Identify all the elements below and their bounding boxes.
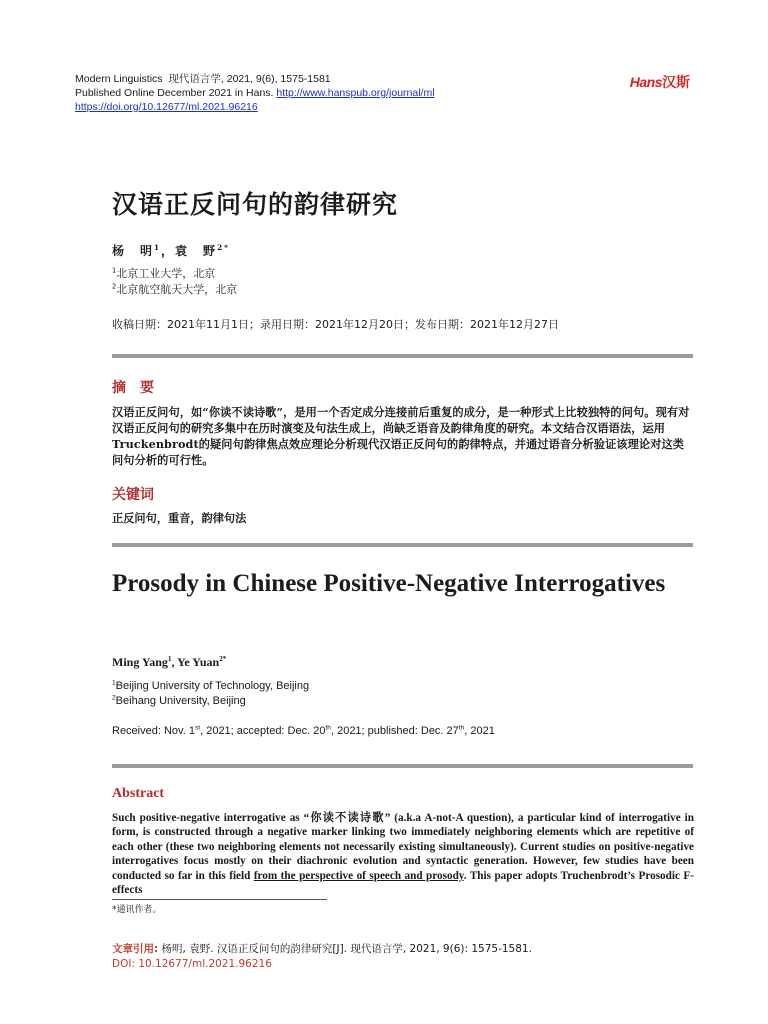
received-sup: st (194, 724, 201, 732)
en-abstract-part-1: Such positive-negative interrogative as “你读不读诗歌” (a.k.a A-not-A question), a particular kind of interrogative in form, is constructed through a negative marker linking two immediately neighboring elements which are repetitive of each other (these two neighboring elements not necessarily existing simultaneously). Current studies on positive-negative interrogatives focus mostly on their diachronic evolution and syntactic generation. However, few studies have been conducted so far in this field (112, 812, 694, 882)
cn-author-2-sup: 2* (217, 243, 230, 252)
cn-affiliation-1 (112, 266, 237, 282)
cn-keywords-text: 正反问句，重音，韵律句法 (112, 511, 247, 525)
cn-author-sep: ， (161, 244, 176, 258)
en-affiliations (112, 679, 309, 709)
en-affiliation-2 (112, 694, 309, 709)
en-affil-2-text: Beihang University, Beijing (115, 695, 246, 707)
divider-2 (112, 543, 693, 547)
cn-affiliation-2 (112, 282, 237, 298)
en-dates (112, 725, 495, 737)
cn-author-2: 袁 野 (175, 244, 218, 258)
cn-affil-2-sup: 2 (112, 282, 117, 291)
en-affil-2-sup: 2 (112, 694, 116, 702)
cn-affil-1-text: 北京工业大学，北京 (116, 267, 216, 280)
en-abstract-underlined: from the perspective of speech and prosody (253, 869, 464, 882)
en-abstract-heading: Abstract (112, 786, 165, 801)
published-line (75, 86, 435, 100)
en-author-sep: , (171, 655, 178, 669)
citation-label: 文章引用: (112, 943, 159, 955)
year-end-text: , 2021 (464, 725, 495, 737)
cn-author-1-sup: 1 (154, 243, 162, 252)
footnote-divider (112, 899, 327, 900)
citation-block (112, 942, 532, 972)
en-author-1-sup: 1 (167, 655, 172, 663)
cn-author-1: 杨 明 (112, 244, 155, 258)
journal-url-link[interactable]: http://www.hanspub.org/journal/ml (276, 87, 435, 99)
journal-cn-ref: 现代语言学, 2021, 9(6), 1575-1581 (168, 73, 331, 85)
hans-logo[interactable] (630, 72, 690, 92)
divider-1 (112, 354, 693, 358)
published-text: Published Online December 2021 in Hans. (75, 87, 274, 99)
doi-line (75, 100, 435, 114)
en-author-2: Ye Yuan (177, 655, 220, 669)
cn-keywords-heading: 关键词 (112, 487, 154, 503)
journal-name: Modern Linguistics (75, 73, 163, 85)
cn-affil-1-sup: 1 (112, 266, 117, 275)
en-affil-1-text: Beijing University of Technology, Beijing (115, 680, 310, 692)
cn-title: 汉语正反问句的韵律研究 (112, 190, 399, 219)
citation-text: 杨明, 袁野. 汉语正反问句的韵律研究[J]. 现代语言学, 2021, 9(6): 1575-1581. (158, 943, 532, 955)
en-author-1: Ming Yang (112, 655, 168, 669)
en-affiliation-1 (112, 679, 309, 694)
accepted-text: , 2021; accepted: Dec. 20 (200, 725, 326, 737)
en-abstract-part-2: . This paper adopts Truchenbrodt’s Prosodic F-effects (112, 869, 694, 897)
published-sup: th (458, 724, 465, 732)
en-abstract-text (112, 811, 694, 897)
journal-header (75, 72, 435, 114)
divider-3 (112, 764, 693, 768)
received-text: Received: Nov. 1 (112, 725, 195, 737)
journal-line (75, 72, 435, 86)
cn-affiliations (112, 266, 237, 298)
cn-abstract-heading: 摘 要 (112, 380, 154, 396)
cn-abstract-text: 汉语正反问句，如“你读不读诗歌”，是用一个否定成分连接前后重复的成分，是一种形式上比较独特的问句。现有对汉语正反问句的研究多集中在历时演变及句法生成上，尚缺乏语音及韵律角度的研究。本文结合汉语语法，运用Truckenbrodt的疑问句韵律焦点效应理论分析现代汉语正反问句的韵律特点，并通过语音分析验证该理论对这类问句分析的可行性。 (112, 405, 690, 467)
en-authors (112, 655, 226, 670)
cn-dates: 收稿日期：2021年11月1日；录用日期：2021年12月20日；发布日期：2021年12月27日 (112, 318, 559, 331)
en-affil-1-sup: 1 (112, 679, 116, 687)
cn-affil-2-text: 北京航空航天大学，北京 (116, 283, 238, 296)
published-date-text: , 2021; published: Dec. 27 (330, 725, 459, 737)
en-author-2-sup: 2* (219, 655, 227, 663)
logo-en: Hans (629, 74, 662, 90)
citation-doi[interactable]: DOI: 10.12677/ml.2021.96216 (112, 958, 272, 970)
doi-link[interactable]: https://doi.org/10.12677/ml.2021.96216 (75, 101, 258, 113)
logo-cn: 汉斯 (662, 74, 690, 90)
en-title: Prosody in Chinese Positive-Negative Interrogatives (112, 570, 666, 597)
corresponding-author-footnote: *通讯作者。 (112, 905, 162, 915)
accepted-sup: th (325, 724, 331, 732)
citation-line (112, 942, 532, 957)
cn-authors (112, 242, 230, 259)
